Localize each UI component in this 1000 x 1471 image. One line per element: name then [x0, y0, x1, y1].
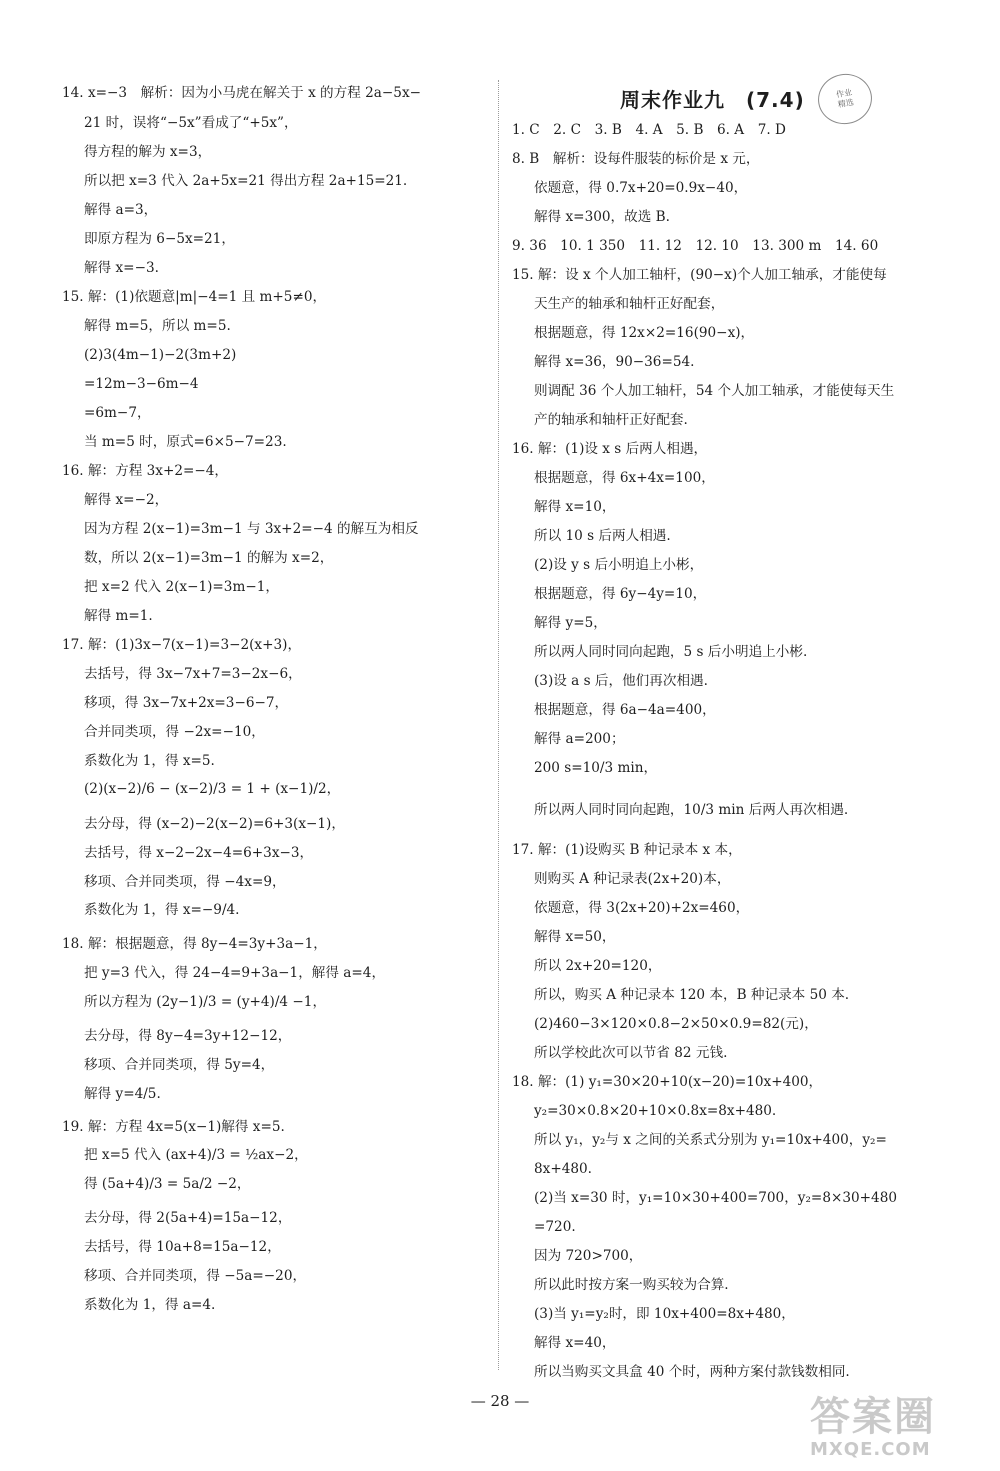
watermark-logo: [810, 1395, 985, 1465]
watermark-bottom: MXQE.COM: [810, 1439, 931, 1460]
text-line: =6m−7，: [84, 405, 151, 421]
stamp-line-2: 精选: [837, 97, 855, 110]
text-line: 所以当购买文具盒 40 个时，两种方案付款钱数相同.: [534, 1364, 850, 1380]
text-line: (2)460−3×120×0.8−2×50×0.9=82(元)，: [534, 1016, 818, 1032]
text-line: 合并同类项，得 −2x=−10，: [84, 724, 265, 740]
text-line: 把 x=5 代入 (ax+4)/3 = ½ax−2，: [84, 1147, 308, 1163]
text-line: 系数化为 1，得 x=5.: [84, 753, 215, 769]
text-line: (2)3(4m−1)−2(3m+2): [84, 347, 237, 363]
text-line: 8. B 解析：设每件服装的标价是 x 元，: [512, 151, 760, 167]
text-line: 16. 解：方程 3x+2=−4，: [62, 463, 229, 479]
text-line: 移项、合并同类项，得 5y=4，: [84, 1057, 275, 1073]
text-line: 所以，购买 A 种记录本 120 本，B 种记录本 50 本.: [534, 987, 850, 1003]
text-line: 解得 x=10，: [534, 499, 616, 515]
text-line: 因为方程 2(x−1)=3m−1 与 3x+2=−4 的解互为相反: [84, 521, 419, 537]
text-line: 所以 10 s 后两人相遇.: [534, 528, 671, 544]
text-line: 1. C 2. C 3. B 4. A 5. B 6. A 7. D: [512, 122, 786, 138]
stamp-line-1: 作业: [835, 87, 853, 100]
text-line: 所以把 x=3 代入 2a+5x=21 得出方程 2a+15=21.: [84, 173, 408, 189]
text-line: 因为 720>700，: [534, 1248, 643, 1264]
text-line: 所以方程为 (2y−1)/3 = (y+4)/4 −1，: [84, 994, 327, 1010]
text-line: 根据题意，得 12x×2=16(90−x)，: [534, 325, 755, 341]
text-line: 14. x=−3 解析：因为小马虎在解关于 x 的方程 2a−5x−: [62, 85, 422, 101]
text-line: 得方程的解为 x=3，: [84, 144, 212, 160]
text-line: 当 m=5 时，原式=6×5−7=23.: [84, 434, 287, 450]
text-line: 解得 x=40，: [534, 1335, 616, 1351]
text-line: (2)设 y s 后小明追上小彬，: [534, 557, 704, 573]
text-line: =12m−3−6m−4: [84, 376, 199, 392]
text-line: 解得 x=300，故选 B.: [534, 209, 670, 225]
text-line: 所以两人同时同向起跑，5 s 后小明追上小彬.: [534, 644, 808, 660]
text-line: 系数化为 1，得 a=4.: [84, 1297, 216, 1313]
text-line: 8x+480.: [534, 1161, 592, 1177]
text-line: 即原方程为 6−5x=21，: [84, 231, 235, 247]
text-line: 天生产的轴承和轴杆正好配套，: [534, 296, 725, 312]
text-line: 9. 36 10. 1 350 11. 12 12. 10 13. 300 m 14. 60: [512, 238, 879, 254]
text-line: 17. 解：(1)设购买 B 种记录本 x 本，: [512, 842, 742, 858]
text-line: 去括号，得 10a+8=15a−12，: [84, 1239, 281, 1255]
stamp-seal: [814, 70, 876, 129]
text-line: 则调配 36 个人加工轴杆，54 个人加工轴承，才能使每天生: [534, 383, 895, 399]
text-line: 数，所以 2(x−1)=3m−1 的解为 x=2，: [84, 550, 334, 566]
text-line: 根据题意，得 6x+4x=100，: [534, 470, 715, 486]
text-line: 把 x=2 代入 2(x−1)=3m−1，: [84, 579, 279, 595]
text-line: 根据题意，得 6a−4a=400，: [534, 702, 716, 718]
text-line: 解得 y=5，: [534, 615, 607, 631]
text-line: 根据题意，得 6y−4y=10，: [534, 586, 707, 602]
text-line: 所以学校此次可以节省 82 元钱.: [534, 1045, 728, 1061]
text-line: 21 时，误将“−5x”看成了“+5x”，: [84, 115, 298, 131]
text-line: 则购买 A 种记录表(2x+20)本，: [534, 871, 731, 887]
text-line: 18. 解：(1) y₁=30×20+10(x−20)=10x+400，: [512, 1074, 823, 1090]
section-title: 周末作业九 (7.4): [620, 88, 805, 112]
text-line: 去分母，得 2(5a+4)=15a−12，: [84, 1210, 292, 1226]
text-line: 得 (5a+4)/3 = 5a/2 −2，: [84, 1176, 251, 1192]
text-line: 移项、合并同类项，得 −4x=9，: [84, 874, 286, 890]
text-line: 依题意，得 0.7x+20=0.9x−40，: [534, 180, 748, 196]
page-number: — 28 —: [470, 1392, 530, 1410]
text-line: 解得 a=200；: [534, 731, 625, 747]
text-line: 去分母，得 (x−2)−2(x−2)=6+3(x−1)，: [84, 816, 345, 832]
text-line: 解得 y=4/5.: [84, 1086, 161, 1102]
text-line: 移项，得 3x−7x+2x=3−6−7，: [84, 695, 289, 711]
text-line: (2)(x−2)/6 − (x−2)/3 = 1 + (x−1)/2，: [84, 781, 341, 797]
text-line: 所以 2x+20=120，: [534, 958, 662, 974]
text-line: =720.: [534, 1219, 576, 1235]
text-line: (3)设 a s 后，他们再次相遇.: [534, 673, 708, 689]
text-line: 15. 解：(1)依题意|m|−4=1 且 m+5≠0，: [62, 289, 327, 305]
text-line: 去括号，得 3x−7x+7=3−2x−6，: [84, 666, 302, 682]
watermark-top: 答案圈: [810, 1394, 936, 1440]
text-line: y₂=30×0.8×20+10×0.8x=8x+480.: [534, 1103, 777, 1119]
text-line: 17. 解：(1)3x−7(x−1)=3−2(x+3)，: [62, 637, 302, 653]
text-line: 解得 m=5，所以 m=5.: [84, 318, 231, 334]
text-line: 所以两人同时同向起跑，10/3 min 后两人再次相遇.: [534, 802, 849, 818]
text-line: 把 y=3 代入，得 24−4=9+3a−1，解得 a=4，: [84, 965, 386, 981]
text-line: (2)当 x=30 时，y₁=10×30+400=700，y₂=8×30+480: [534, 1190, 897, 1206]
text-line: 所以 y₁，y₂与 x 之间的关系式分别为 y₁=10x+400，y₂=: [534, 1132, 887, 1148]
text-line: 依题意，得 3(2x+20)+2x=460，: [534, 900, 750, 916]
text-line: 去分母，得 8y−4=3y+12−12，: [84, 1028, 292, 1044]
text-line: 解得 x=36，90−36=54.: [534, 354, 695, 370]
text-line: 16. 解：(1)设 x s 后两人相遇，: [512, 441, 708, 457]
text-line: 解得 m=1.: [84, 608, 153, 624]
text-line: 15. 解：设 x 个人加工轴杆，(90−x)个人加工轴承，才能使每: [512, 267, 887, 283]
text-line: 产的轴承和轴杆正好配套.: [534, 412, 688, 428]
text-line: 去括号，得 x−2−2x−4=6+3x−3，: [84, 845, 314, 861]
text-line: 200 s=10/3 min，: [534, 760, 658, 776]
text-line: 解得 x=−3.: [84, 260, 159, 276]
text-line: 18. 解：根据题意，得 8y−4=3y+3a−1，: [62, 936, 327, 952]
text-line: 移项、合并同类项，得 −5a=−20，: [84, 1268, 307, 1284]
text-line: 所以此时按方案一购买较为合算.: [534, 1277, 729, 1293]
text-line: 解得 x=50，: [534, 929, 616, 945]
column-divider: [498, 80, 499, 1370]
text-line: 系数化为 1，得 x=−9/4.: [84, 902, 240, 918]
text-line: 解得 a=3，: [84, 202, 158, 218]
text-line: (3)当 y₁=y₂时，即 10x+400=8x+480，: [534, 1306, 795, 1322]
text-line: 19. 解：方程 4x=5(x−1)解得 x=5.: [62, 1119, 285, 1135]
text-line: 解得 x=−2，: [84, 492, 169, 508]
